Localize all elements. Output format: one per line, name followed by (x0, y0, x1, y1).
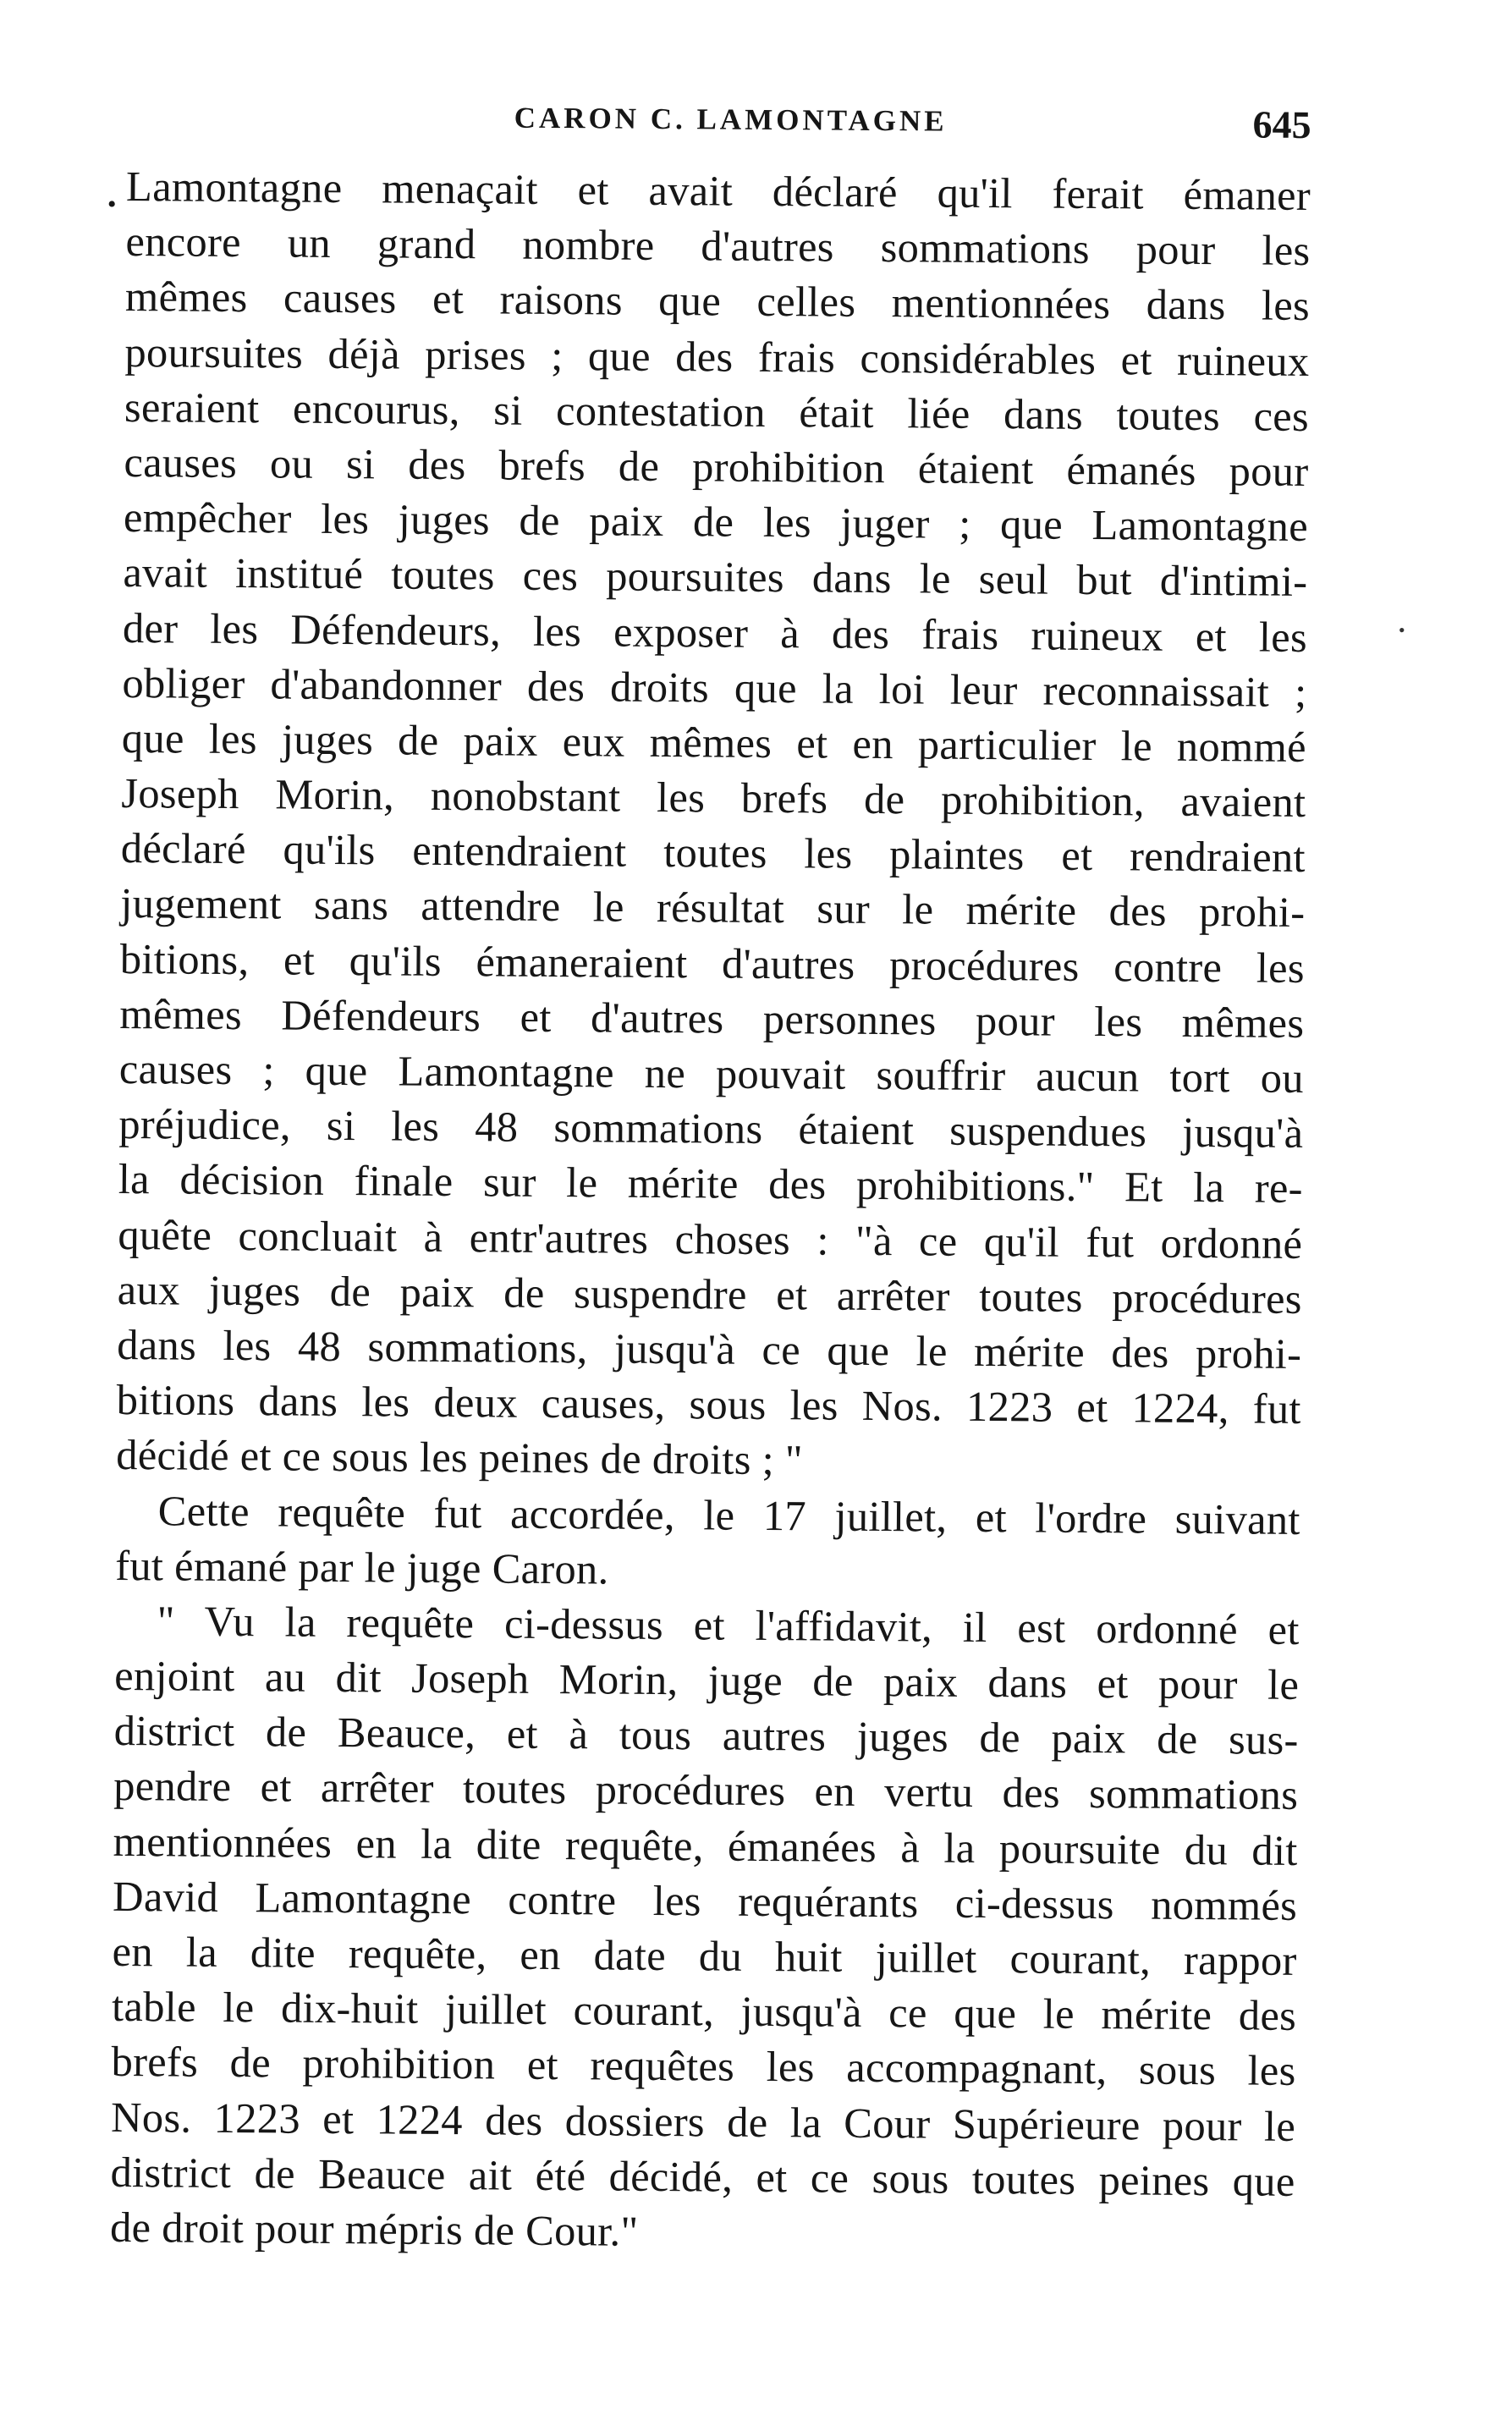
text-line: bitions dans les deux causes, sous les Nos. 1223 et 1224, fut (116, 1376, 1301, 1433)
text-line: district de Beauce ait été décidé, et ce sous toutes peines que (110, 2148, 1295, 2205)
text-line: pendre et arrêter toutes procédures en vertu des sommations (113, 1762, 1299, 1819)
running-head: CARON C. LAMONTAGNE (514, 101, 948, 138)
text-line: mentionnées en la dite requête, émanées à la poursuite du dit (113, 1817, 1298, 1874)
text-line: Cette requête fut accordée, le 17 juillet, et l'ordre suivant (157, 1486, 1300, 1543)
text-line: aux juges de paix de suspendre et arrêter toutes procédures (117, 1265, 1302, 1323)
text-line: bitions, et qu'ils émaneraient d'autres procédures contre les (119, 934, 1306, 992)
text-line: district de Beauce, et à tous autres juges de paix de sus- (113, 1707, 1299, 1764)
text-line: brefs de prohibition et requêtes les accompagnant, sous les (111, 2038, 1296, 2095)
text-line: obliger d'abandonner des droits que la loi leur reconnaissait ; (122, 658, 1307, 716)
text-line: enjoint au dit Joseph Morin, juge de paix dans et pour le (114, 1652, 1300, 1708)
margin-speck: • (1398, 619, 1405, 641)
text-line: décidé et ce sous les peines de droits ; " (116, 1431, 804, 1484)
text-line: dans les 48 sommations, jusqu'à ce que le mérite des prohi- (117, 1320, 1302, 1378)
text-line: Nos. 1223 et 1224 des dossiers de la Cour Supérieure pour le (110, 2093, 1296, 2150)
text-line: mêmes Défendeurs et d'autres personnes pour les mêmes (119, 989, 1305, 1047)
body-text (110, 159, 1311, 2264)
text-line: déclaré qu'ils entendraient toutes les plaintes et rendraient (120, 824, 1306, 882)
text-line: causes ou si des brefs de prohibition étaient émanés pour (124, 437, 1309, 495)
text-line: encore un grand nombre d'autres sommations pour les (125, 217, 1311, 275)
text-line: poursuites déjà prises ; que des frais considérables et ruineux (124, 327, 1310, 385)
text-line: causes ; que Lamontagne ne pouvait souffrir aucun tort ou (118, 1044, 1305, 1102)
text-line: que les juges de paix eux mêmes et en particulier le nommé (121, 713, 1307, 771)
page-number: 645 (1252, 102, 1311, 146)
text-line: Lamontagne menaçait et avait déclaré qu'il ferait émaner (125, 162, 1311, 219)
text-line: empêcher les juges de paix de les juger ; que Lamontagne (123, 493, 1309, 551)
text-line: table le dix-huit juillet courant, jusqu'à ce que le mérite des (111, 1983, 1297, 2040)
text-line: mêmes causes et raisons que celles mentionnées dans les (124, 272, 1311, 330)
margin-dot: • (107, 190, 117, 218)
text-line: seraient encourus, si contestation était liée dans toutes ces (124, 382, 1310, 440)
text-line: la décision finale sur le mérite des prohibitions." Et la re- (118, 1155, 1304, 1213)
text-line: David Lamontagne contre les requérants ci-dessus nommés (112, 1872, 1298, 1929)
text-line: quête concluait à entr'autres choses : "à ce qu'il fut ordonné (118, 1210, 1303, 1268)
text-line: " Vu la requête ci-dessus et l'affidavit, il est ordonné et (157, 1597, 1300, 1653)
text-line: Joseph Morin, nonobstant les brefs de prohibition, avaient (121, 769, 1306, 827)
page-header (126, 85, 1311, 153)
text-line: jugement sans attendre le résultat sur le mérite des prohi- (120, 879, 1306, 937)
text-line: de droit pour mépris de Cour." (109, 2203, 639, 2255)
text-line: préjudice, si les 48 sommations étaient suspendues jusqu'à (118, 1100, 1304, 1158)
text-line: avait institué toutes ces poursuites dans le seul but d'intimi- (123, 548, 1308, 606)
book-page (107, 85, 1405, 2379)
text-line: fut émané par le juge Caron. (115, 1541, 609, 1593)
text-line: en la dite requête, en date du huit juillet courant, rappor (112, 1927, 1297, 1984)
text-line: der les Défendeurs, les exposer à des frais ruineux et les (122, 603, 1308, 661)
